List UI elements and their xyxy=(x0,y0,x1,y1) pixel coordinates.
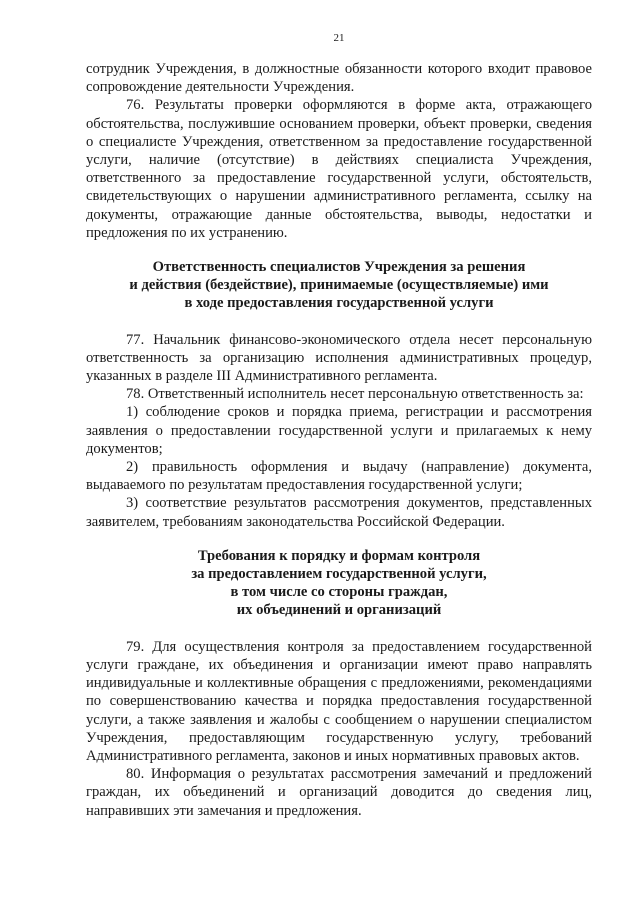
heading-line: Ответственность специалистов Учреждения за решения xyxy=(152,259,526,276)
paragraph-76: 76. Результаты проверки оформляются в форме акта, отражающего обстоятельства, послужившие основанием проверки, объект проверки, сведения о специалисте Учреждения, ответственном за предоставление государственной услуги, наличие (отсутствие) в действиях специалиста Учреждения, ответственного за предоставление государственной услуги, обстоятельств, свидетельствующих о нарушении административного регламента, ссылку на документы, отражающие данные обстоятельства, выводы, недостатки и предложения по их устранению. xyxy=(86,97,592,241)
list-item-3: 3) соответствие результатов рассмотрения документов, представленных заявителем, требованиям законодательства Российской Федерации. xyxy=(86,495,592,530)
heading-line: Требования к порядку и формам контроля xyxy=(197,547,481,564)
heading-line: их объединений и организаций xyxy=(236,602,442,619)
heading-line: и действия (бездействие), принимаемые (осуществляемые) ими xyxy=(129,277,549,294)
paragraph-78: 78. Ответственный исполнитель несет персональную ответственность за: xyxy=(126,386,584,403)
intro-paragraph: сотрудник Учреждения, в должностные обязанности которого входит правовое сопровождение деятельности Учреждения. xyxy=(86,61,592,96)
heading-line: за предоставлением государственной услуги, xyxy=(191,566,487,583)
heading-line: в том числе со стороны граждан, xyxy=(230,584,448,601)
heading-line: в ходе предоставления государственной услуги xyxy=(184,295,494,312)
paragraph-80: 80. Информация о результатах рассмотрения замечаний и предложений граждан, их объединений и организаций доводится до сведения лиц, направивших эти замечания и предложения. xyxy=(86,766,592,819)
paragraph-77: 77. Начальник финансово-экономического отдела несет персональную ответственность за организацию исполнения административных процедур, указанных в разделе III Административного регламента. xyxy=(86,331,592,385)
list-item-2: 2) правильность оформления и выдачу (направление) документа, выдаваемого по результатам предоставления государственной услуги; xyxy=(86,459,592,494)
page-number: 21 xyxy=(333,32,345,44)
paragraph-79: 79. Для осуществления контроля за предоставлением государственной услуги граждане, их объединения и организации имеют право направлять индивидуальные и коллективные обращения с предложениями, рекомендациями по совершенствованию качества и порядка предоставления государственной услуги, а также заявления и жалобы с сообщением о нарушении специалистом Учреждения, предоставляющим государственную услугу, требований Административного регламента, законов и иных нормативных правовых актов. xyxy=(86,638,592,764)
list-item-1: 1) соблюдение сроков и порядка приема, регистрации и рассмотрения заявления о предоставлении государственной услуги и прилагаемых к нему документов; xyxy=(86,404,592,457)
document-page xyxy=(86,32,592,820)
section-heading-control xyxy=(86,547,592,620)
section-heading-responsibility xyxy=(86,258,592,313)
